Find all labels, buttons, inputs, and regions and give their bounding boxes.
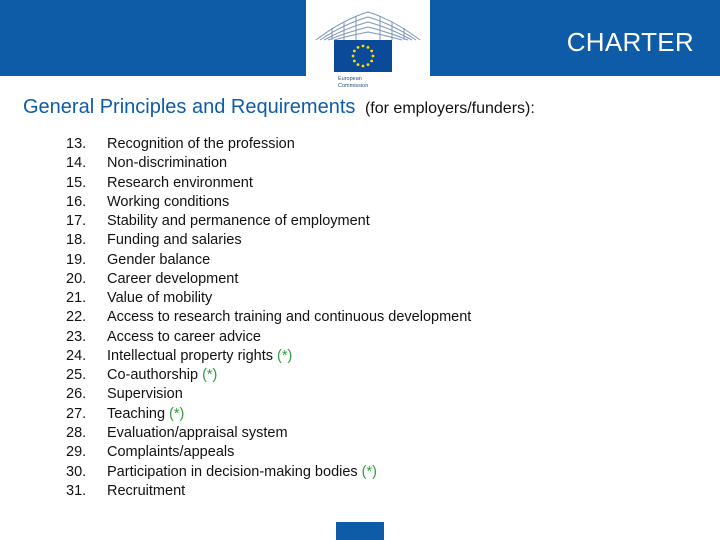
- logo-line-1: European: [338, 76, 362, 82]
- item-number: 23.: [66, 328, 87, 345]
- asterisk-note: (*): [169, 405, 185, 422]
- list-item: [66, 385, 471, 404]
- item-text: Research environment: [107, 174, 253, 191]
- star-icon: [352, 55, 355, 58]
- item-text: Working conditions: [107, 193, 230, 210]
- item-text: Non-discrimination: [107, 155, 228, 172]
- item-text: Supervision: [107, 386, 183, 403]
- star-icon: [353, 50, 356, 53]
- item-number: 17.: [66, 213, 87, 230]
- star-icon: [357, 46, 360, 49]
- item-number: 29.: [66, 444, 87, 461]
- star-icon: [367, 46, 370, 49]
- asterisk-note: (*): [361, 463, 377, 480]
- star-icon: [370, 50, 373, 53]
- item-text: Participation in decision-making bodies: [107, 463, 358, 480]
- list-item: [66, 193, 471, 212]
- item-number: 27.: [66, 405, 87, 422]
- list-item: [66, 154, 471, 173]
- item-text: Access to research training and continuous development: [107, 309, 472, 326]
- footer-bar: [336, 522, 384, 540]
- list-item: [66, 251, 471, 270]
- item-text: Recruitment: [107, 482, 186, 499]
- item-number: 26.: [66, 386, 87, 403]
- asterisk-note: (*): [277, 347, 293, 364]
- item-number: 20.: [66, 270, 87, 287]
- principles-list: [66, 135, 471, 501]
- item-number: 30.: [66, 463, 87, 480]
- list-item: [66, 174, 471, 193]
- star-icon: [353, 60, 356, 63]
- star-icon: [357, 63, 360, 66]
- list-item: [66, 135, 471, 154]
- logo-line-2: Commission: [338, 83, 369, 89]
- list-item: [66, 463, 471, 482]
- list-item: [66, 482, 471, 501]
- item-number: 24.: [66, 347, 87, 364]
- list-item: [66, 424, 471, 443]
- list-item: [66, 347, 471, 366]
- list-item: [66, 405, 471, 424]
- item-text: Gender balance: [107, 251, 211, 268]
- item-number: 28.: [66, 424, 87, 441]
- item-number: 21.: [66, 290, 87, 307]
- list-item: [66, 289, 471, 308]
- item-text: Co-authorship: [107, 367, 199, 384]
- item-number: 18.: [66, 232, 87, 249]
- item-text: Intellectual property rights: [107, 347, 274, 364]
- item-text: Teaching: [107, 405, 166, 422]
- building-icon: [312, 6, 424, 42]
- section-subtitle: (for employers/funders):: [364, 100, 535, 117]
- list-item: [66, 212, 471, 231]
- section-heading: [23, 96, 535, 119]
- logo-text: [338, 76, 368, 90]
- star-icon: [362, 45, 365, 48]
- item-text: Funding and salaries: [107, 232, 242, 249]
- item-text: Value of mobility: [107, 290, 213, 307]
- eu-stars-icon: [334, 40, 392, 72]
- asterisk-note: (*): [202, 367, 218, 384]
- item-number: 22.: [66, 309, 87, 326]
- item-number: 15.: [66, 174, 87, 191]
- item-number: 13.: [66, 136, 87, 152]
- list-item: [66, 308, 471, 327]
- item-text: Career development: [107, 270, 239, 287]
- list-item: [66, 366, 471, 385]
- item-text: Stability and permanence of employment: [107, 213, 370, 230]
- item-text: Access to career advice: [107, 328, 261, 345]
- star-icon: [367, 63, 370, 66]
- list-item: [66, 231, 471, 250]
- star-icon: [362, 65, 365, 68]
- european-commission-logo: [306, 0, 430, 98]
- list-item: [66, 443, 471, 462]
- item-number: 25.: [66, 367, 87, 384]
- list-item: [66, 270, 471, 289]
- list-item: [66, 328, 471, 347]
- page-title: CHARTER: [566, 27, 694, 57]
- item-number: 31.: [66, 482, 87, 499]
- star-icon: [372, 55, 375, 58]
- item-text: Recognition of the profession: [107, 136, 295, 152]
- item-text: Evaluation/appraisal system: [107, 424, 288, 441]
- item-number: 19.: [66, 251, 87, 268]
- item-number: 14.: [66, 155, 87, 172]
- star-icon: [370, 60, 373, 63]
- item-number: 16.: [66, 193, 87, 210]
- item-text: Complaints/appeals: [107, 444, 235, 461]
- section-title: General Principles and Requirements: [23, 96, 356, 118]
- eu-flag: [334, 40, 392, 72]
